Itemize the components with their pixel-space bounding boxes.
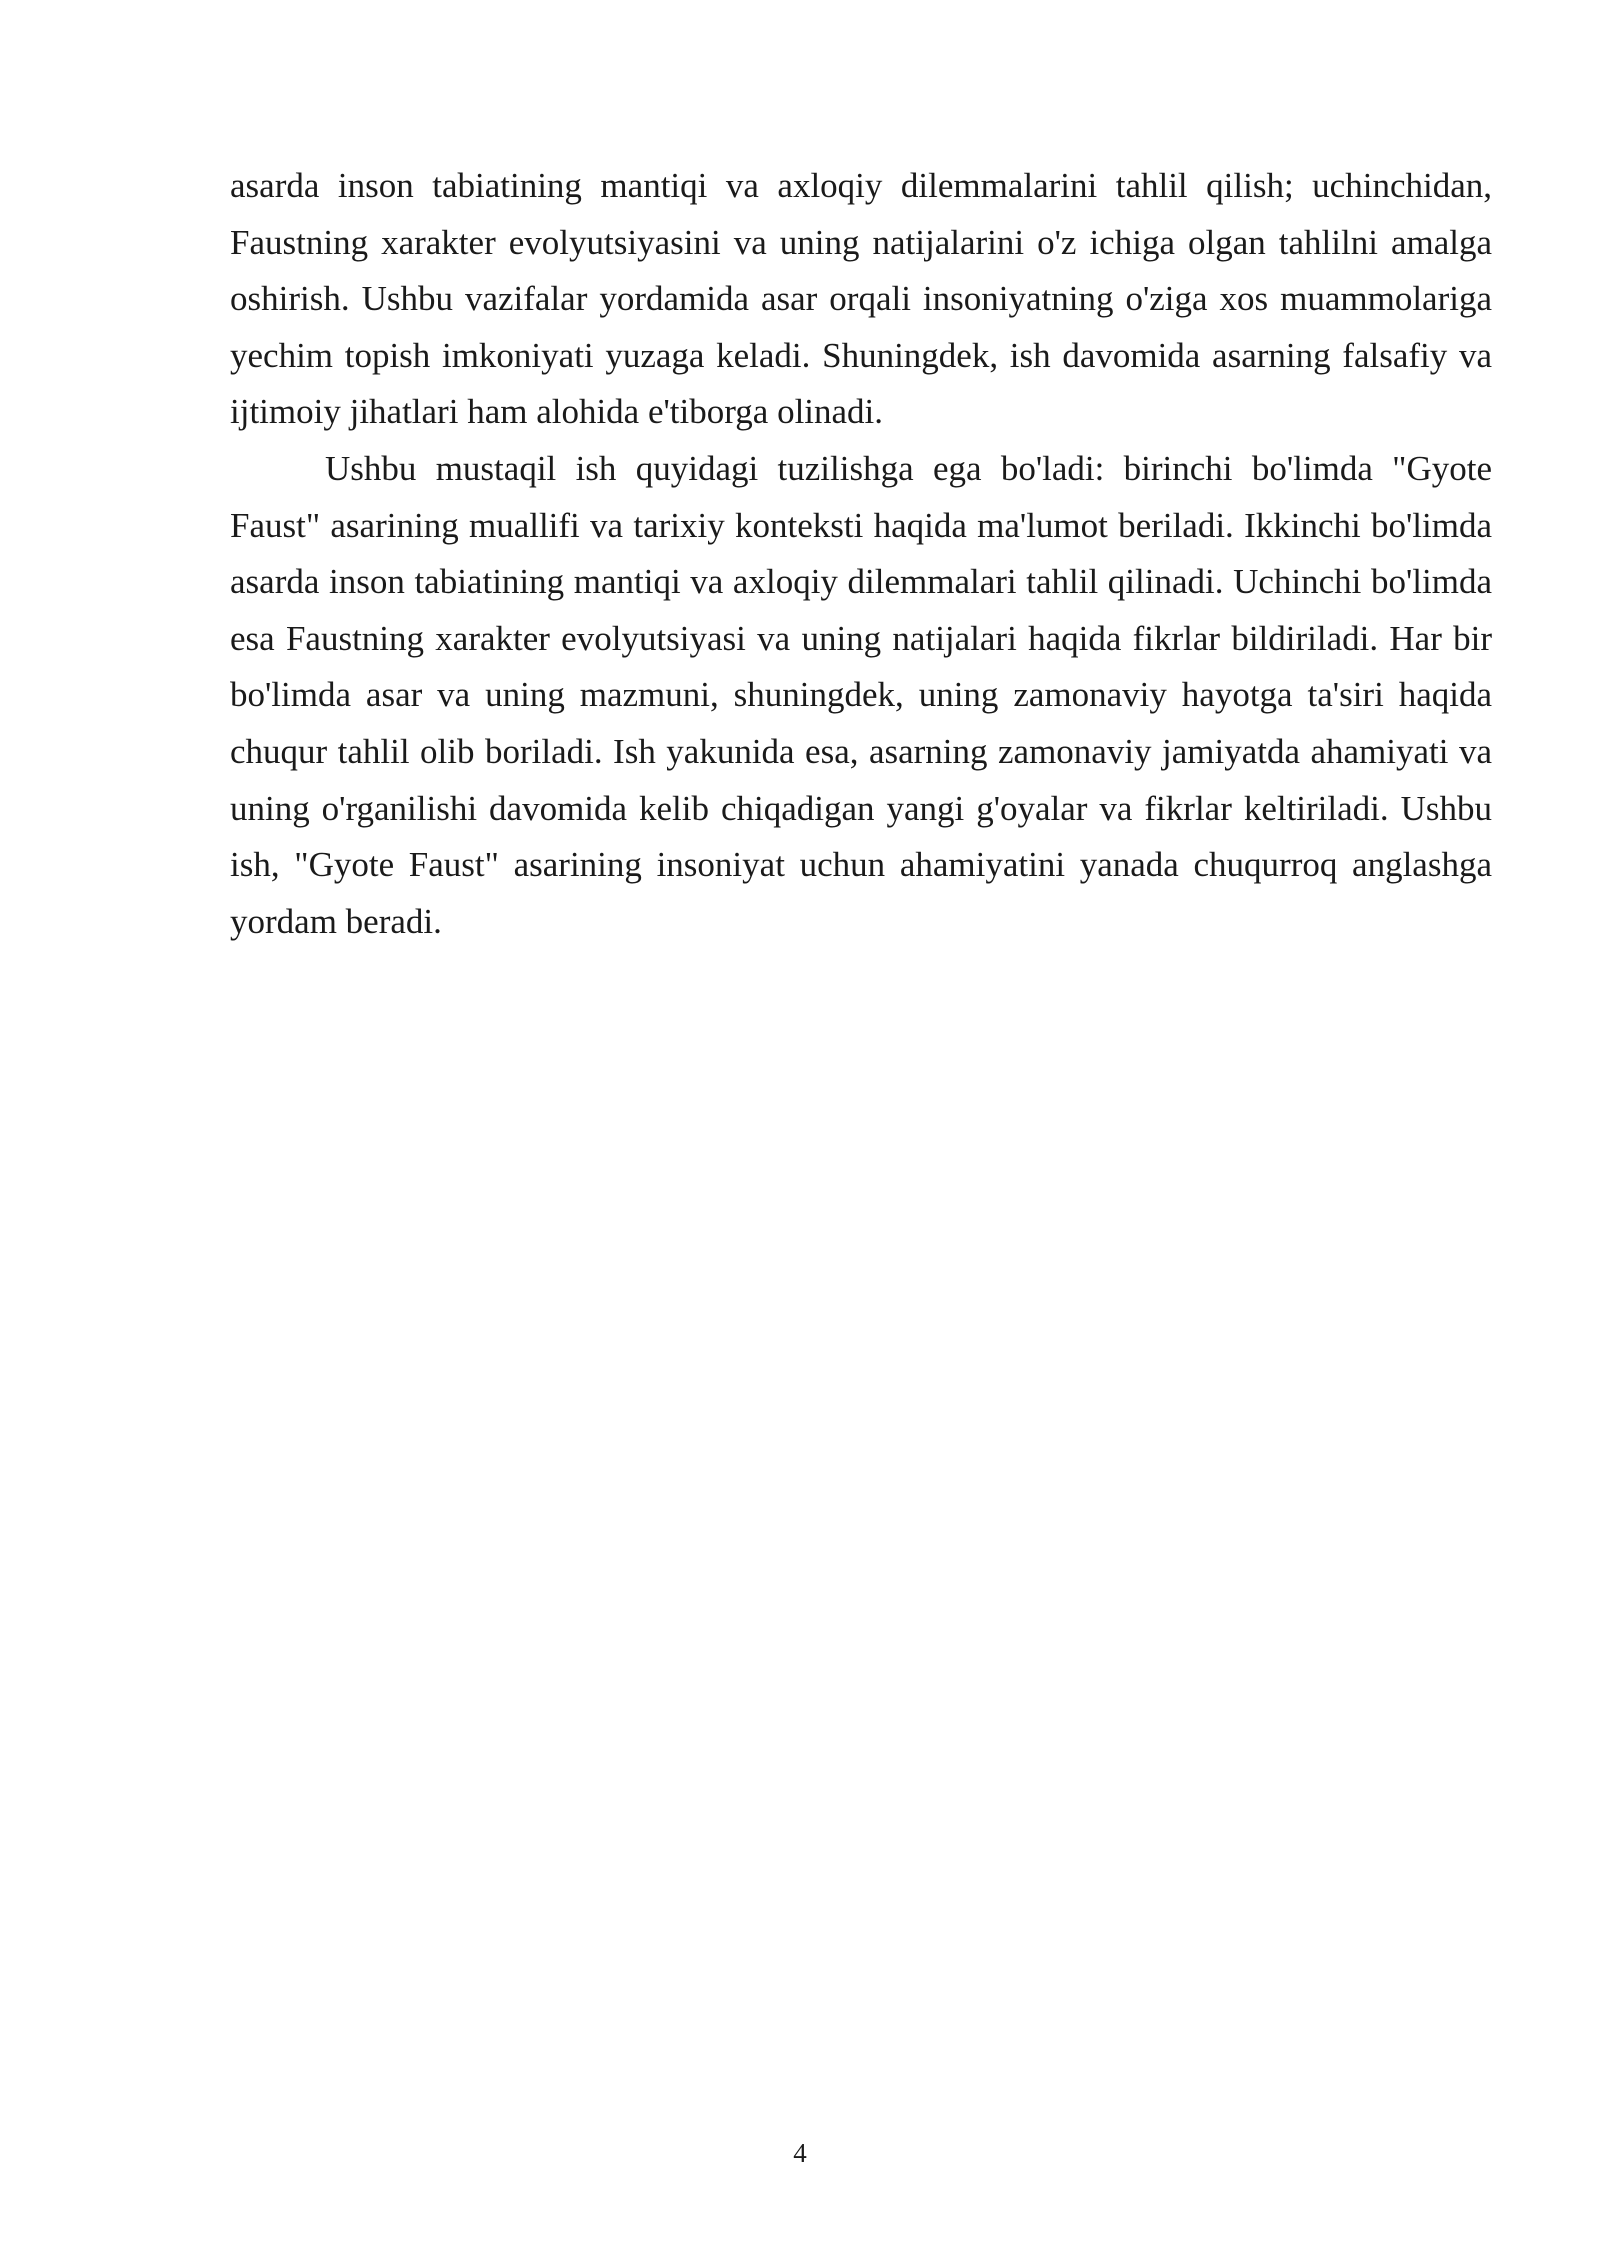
paragraph-structure: Ushbu mustaqil ish quyidagi tuzilishga ega bo'ladi: birinchi bo'limda "Gyote Faust" asarining muallifi va tarixiy konteksti haqida ma'lumot beriladi. Ikkinchi bo'limda asarda inson tabiatining mantiqi va axloqiy dilemmalari tahlil qilinadi. Uchinchi bo'limda esa Faustning xarakter evolyutsiyasi va uning natijalari haqida fikrlar bildiriladi. Har bir bo'limda asar va uning mazmuni, shuningdek, uning zamonaviy hayotga ta'siri haqida chuqur tahlil olib boriladi. Ish yakunida esa, asarning zamonaviy jamiyatda ahamiyati va uning o'rganilishi davomida kelib chiqadigan yangi g'oyalar va fikrlar keltiriladi. Ushbu ish, "Gyote Faust" asarining insoniyat uchun ahamiyatini yanada chuqurroq anglashga yordam beradi. — [230, 448, 1492, 941]
page-number: 4 — [793, 2138, 807, 2168]
paragraph-continued: asarda inson tabiatining mantiqi va axloqiy dilemmalarini tahlil qilish; uchinchidan, Faustning xarakter evolyutsiyasini va uning natijalarini o'z ichiga olgan tahlilni amalga oshirish. Ushbu vazifalar yordamida asar orqali insoniyatning o'ziga xos muammolariga yechim topish imkoniyati yuzaga keladi. Shuningdek, ish davomida asarning falsafiy va ijtimoiy jihatlari ham alohida e'tiborga olinadi. — [230, 166, 1492, 432]
body-text — [230, 158, 1492, 950]
